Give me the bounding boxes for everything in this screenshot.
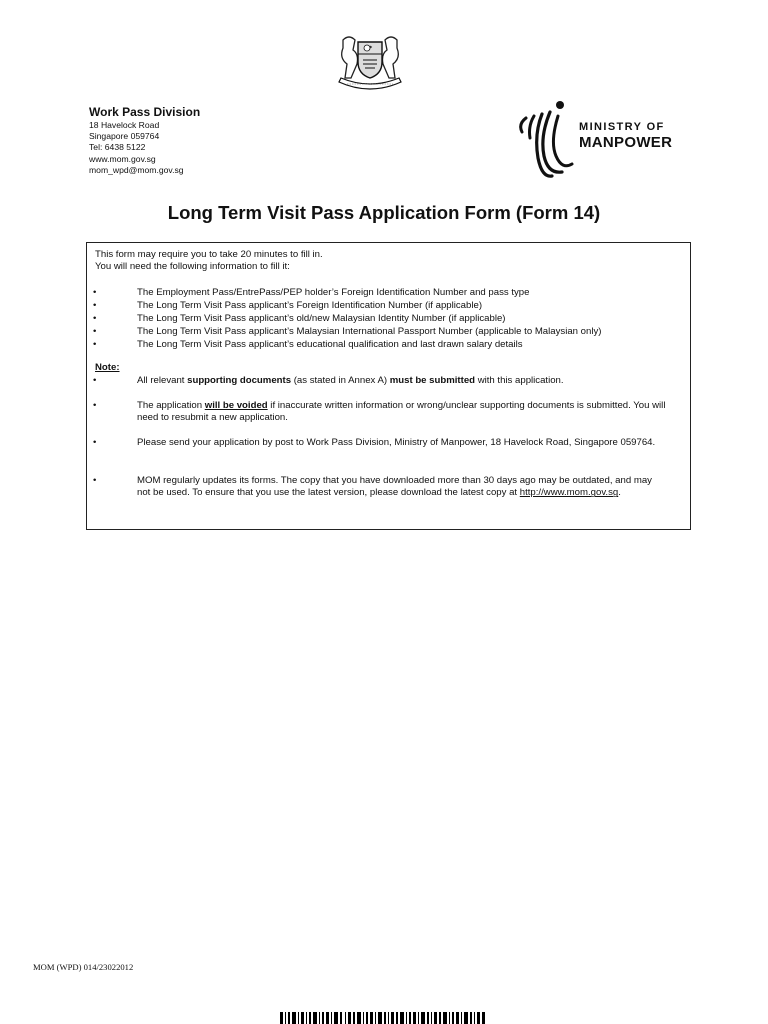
bullet-icon: • bbox=[93, 400, 97, 411]
telephone-line: Tel: 6438 5122 bbox=[89, 142, 146, 153]
bullet-icon: • bbox=[93, 313, 97, 324]
list-item bbox=[87, 286, 687, 299]
emphasis-text: supporting documents bbox=[187, 375, 292, 386]
barcode-image bbox=[280, 1012, 485, 1024]
bullet-icon: • bbox=[93, 287, 97, 298]
requirement-text: The Long Term Visit Pass applicant’s old/new Malaysian Identity Number (if applicable) bbox=[137, 313, 506, 324]
emphasis-text: will be voided bbox=[204, 400, 268, 411]
requirement-text: The Long Term Visit Pass applicant’s Foreign Identification Number (if applicable) bbox=[137, 300, 483, 311]
note-heading: Note: bbox=[95, 362, 120, 373]
ministry-of-manpower-logo bbox=[516, 100, 676, 180]
address-line-street: 18 Havelock Road bbox=[89, 120, 160, 130]
note-text: The application will be voided if inaccurate written information or wrong/unclear supporting documents is submitted. You will need to resubmit a new application. bbox=[137, 400, 666, 424]
emphasis-text: must be submitted bbox=[389, 375, 476, 386]
list-item bbox=[87, 312, 687, 325]
bullet-icon: • bbox=[93, 437, 97, 448]
list-item bbox=[87, 299, 687, 312]
logo-ministry-of-text: MINISTRY OF bbox=[579, 121, 665, 133]
bullet-icon: • bbox=[93, 339, 97, 350]
requirement-text: The Employment Pass/EntrePass/PEP holder’s Foreign Identification Number and pass type bbox=[137, 287, 530, 298]
note-text: Please send your application by post to Work Pass Division, Ministry of Manpower, 18 Havelock Road, Singapore 059764. bbox=[137, 437, 656, 448]
email-line: mom_wpd@mom.gov.sg bbox=[89, 164, 184, 175]
note-text: MOM regularly updates its forms. The copy that you have downloaded more than 30 days ago may be outdated, and may not be used. To ensure that you use the latest version, please download the latest copy at http://www.mom.gov.sg. bbox=[137, 475, 652, 499]
instructions-box bbox=[86, 242, 691, 530]
intro-line-information: You will need the following information to fill it: bbox=[95, 261, 290, 273]
logo-manpower-text: MANPOWER bbox=[579, 134, 673, 151]
form-reference-code: MOM (WPD) 014/23022012 bbox=[33, 962, 134, 972]
requirement-text: The Long Term Visit Pass applicant’s Malaysian International Passport Number (applicable to Malaysian only) bbox=[137, 326, 602, 337]
requirement-text: The Long Term Visit Pass applicant’s educational qualification and last drawn salary details bbox=[137, 339, 523, 350]
bullet-icon: • bbox=[93, 475, 97, 486]
bullet-icon: • bbox=[93, 326, 97, 337]
bullet-icon: • bbox=[93, 375, 97, 386]
intro-text bbox=[95, 249, 675, 274]
requirements-list bbox=[87, 286, 687, 351]
manpower-figures-icon bbox=[516, 100, 574, 180]
website-line: www.mom.gov.sg bbox=[89, 153, 156, 164]
list-item bbox=[87, 338, 687, 351]
list-item bbox=[87, 325, 687, 338]
address-line-postal: Singapore 059764 bbox=[89, 131, 160, 142]
division-name: Work Pass Division bbox=[89, 105, 201, 119]
note-text: All relevant supporting documents (as stated in Annex A) must be submitted with this application. bbox=[137, 375, 564, 386]
singapore-crest-logo bbox=[333, 32, 407, 92]
form-title: Long Term Visit Pass Application Form (Form 14) bbox=[167, 202, 601, 223]
division-address-block bbox=[89, 105, 200, 176]
bullet-icon: • bbox=[93, 300, 97, 311]
mom-website-link[interactable]: http://www.mom.gov.sg bbox=[519, 487, 619, 499]
intro-line-time: This form may require you to take 20 minutes to fill in. bbox=[95, 249, 323, 260]
